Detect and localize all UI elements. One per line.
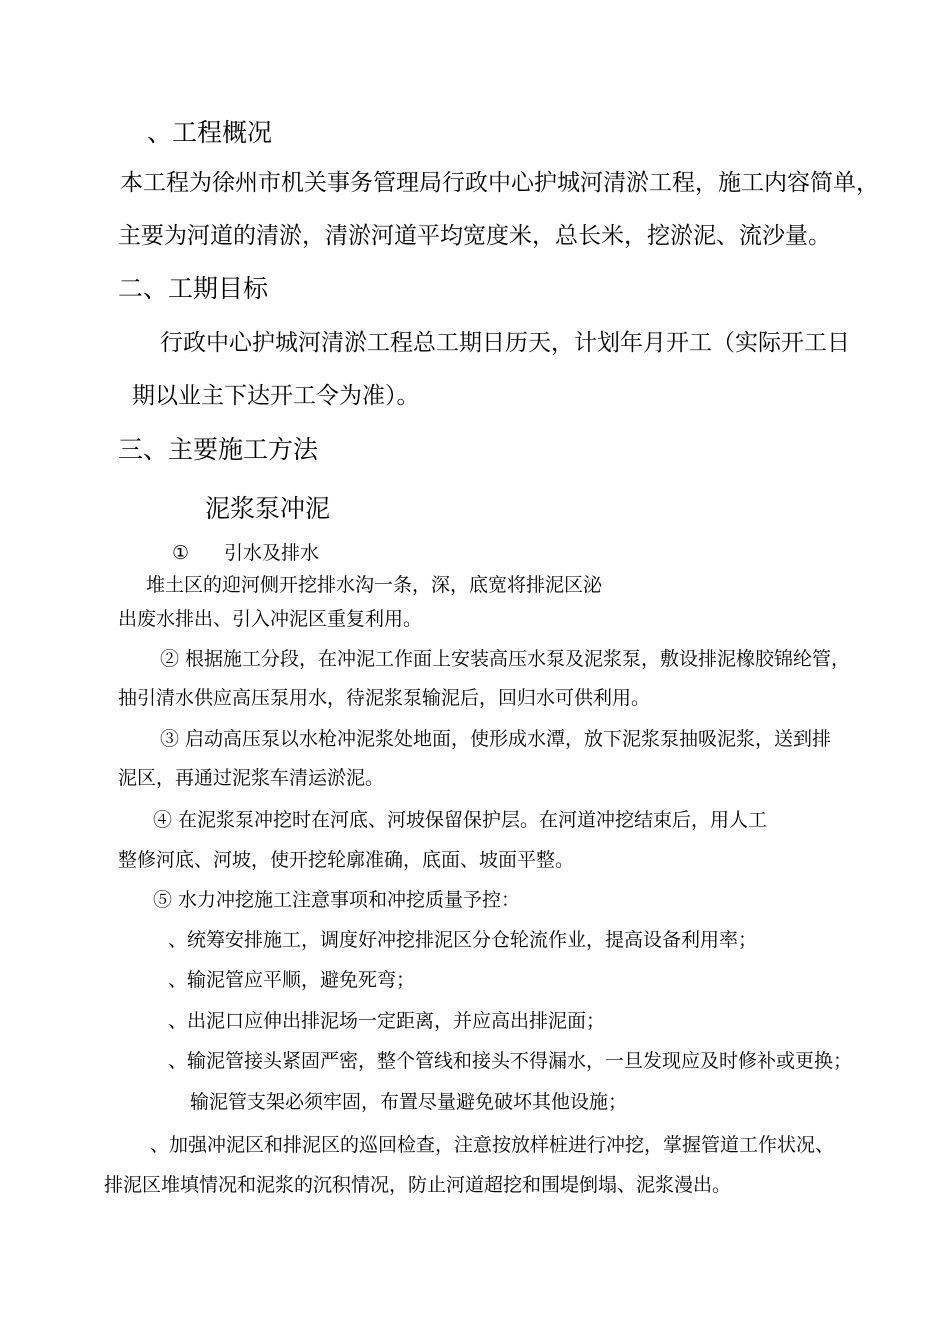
item-3-line-1: ③ 启动高压泵以水枪冲泥浆处地面，使形成水潭，放下泥浆泵抽吸泥浆，送到排 bbox=[160, 728, 832, 750]
section-1-line-1: 本工程为徐州市机关事务管理局行政中心护城河清淤工程，施工内容简单， bbox=[120, 170, 879, 196]
item-5-final-line-2: 排泥区堆填情况和泥浆的沉积情况，防止河道超挖和围堤倒塌、泥浆漫出。 bbox=[104, 1174, 732, 1196]
item-5-title: ⑤ 水力冲挖施工注意事项和冲挖质量予控： bbox=[153, 889, 521, 911]
item-1-title: 引水及排水 bbox=[224, 542, 320, 564]
item-5-point-2: 、输泥管应平顺，避免死弯； bbox=[168, 969, 416, 991]
section-2-line-1: 行政中心护城河清淤工程总工期日历天，计划年月开工（实际开工日 bbox=[160, 330, 850, 356]
section-2-line-2: 期以业主下达开工令为准）。 bbox=[132, 383, 420, 409]
item-3-line-2: 泥区，再通过泥浆车清运淤泥。 bbox=[118, 767, 385, 789]
item-1-line-2: 出废水排出、引入冲泥区重复利用。 bbox=[118, 608, 423, 630]
item-5-final-line-1: 、加强冲泥区和排泥区的巡回检查，注意按放样桩进行冲挖，掌握管道工作状况、 bbox=[150, 1134, 835, 1156]
section-2-heading: 二、工期目标 bbox=[118, 274, 269, 303]
item-5-point-5: 输泥管支架必须牢固，布置尽量避免破坏其他设施； bbox=[190, 1091, 628, 1113]
section-3-heading: 三、主要施工方法 bbox=[118, 435, 319, 464]
item-4-line-1: ④ 在泥浆泵冲挖时在河底、河坡保留保护层。在河道冲挖结束后，用人工 bbox=[153, 809, 768, 831]
item-4-line-2: 整修河底、河坡，使开挖轮廓准确，底面、坡面平整。 bbox=[118, 849, 575, 871]
section-1-heading: 、工程概况 bbox=[147, 118, 273, 147]
item-2-line-1: ② 根据施工分段，在冲泥工作面上安装高压水泵及泥浆泵，敷设排泥橡胶锦纶管， bbox=[160, 648, 851, 670]
item-1-marker: ① bbox=[172, 542, 190, 564]
item-2-line-2: 抽引清水供应高压泵用水，待泥浆泵输泥后，回归水可供利用。 bbox=[118, 687, 651, 709]
section-3-subheading: 泥浆泵冲泥 bbox=[205, 494, 331, 523]
item-5-point-4: 、输泥管接头紧固严密，整个管线和接头不得漏水，一旦发现应及时修补或更换； bbox=[168, 1050, 853, 1072]
section-1-line-2: 主要为河道的清淤，清淤河道平均宽度米，总长米，挖淤泥、流沙量。 bbox=[118, 223, 831, 249]
item-5-point-1: 、统筹安排施工，调度好冲挖排泥区分仓轮流作业，提高设备利用率； bbox=[168, 929, 758, 951]
item-1-line-1: 堆土区的迎河侧开挖排水沟一条，深，底宽将排泥区泌 bbox=[146, 574, 603, 596]
item-5-point-3: 、出泥口应伸出排泥场一定距离，并应高出排泥面； bbox=[168, 1010, 606, 1032]
